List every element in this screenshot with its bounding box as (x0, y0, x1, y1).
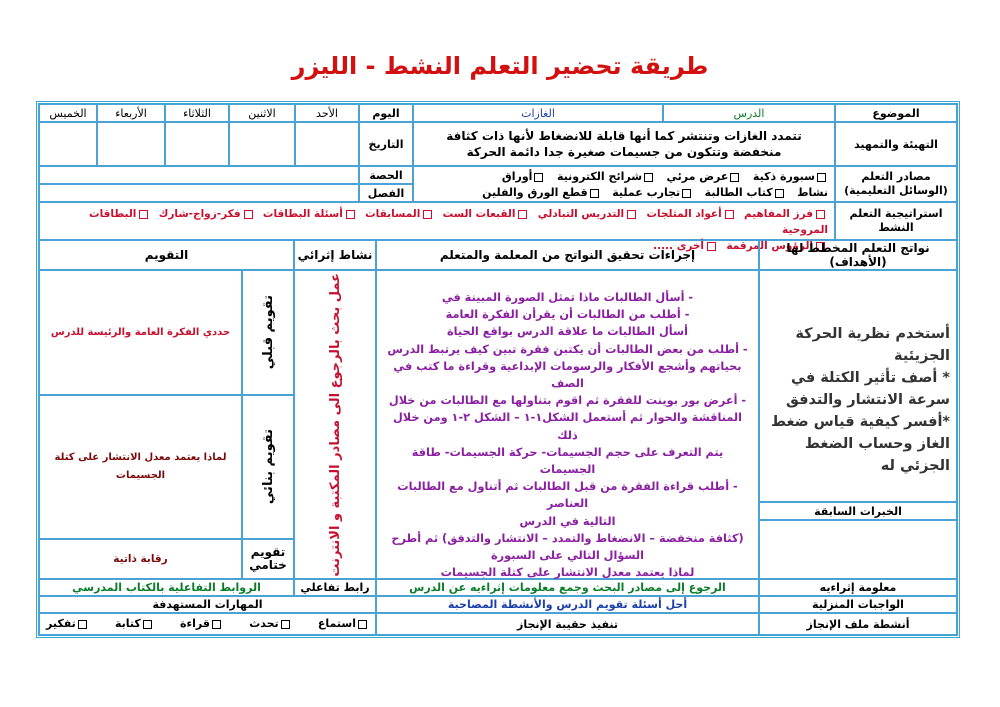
skills-label: المهارات المستهدفة (39, 596, 376, 613)
form-eval-label: تقويم بنائي (260, 429, 276, 505)
procedure-line: - أسأل الطالبات ماذا تمثل الصورة المبينة في (441, 291, 694, 304)
prior-knowledge-cell[interactable] (759, 520, 957, 579)
prior-knowledge-label: الخبرات السابقة (759, 502, 957, 520)
enrichment-info-label: معلومة إثراءيه (759, 579, 957, 596)
day-tuesday: الثلاثاء (165, 104, 229, 122)
day-label: اليوم (359, 104, 413, 122)
day-sunday: الأحد (295, 104, 359, 122)
outcomes-cell (759, 270, 957, 502)
form-eval-text: لماذا يعتمد معدل الانتشار على كتلة الجسيمات (39, 395, 242, 539)
strategy-label: استراتيجية التعلم النشط (835, 202, 957, 240)
procedure-line: - أطلب من الطالبات أن يقرأن الفكرة العامة (445, 308, 690, 322)
res-experiments[interactable]: تجارب عملية (612, 186, 693, 199)
lesson-plan-table (36, 101, 960, 638)
enrichment-header: نشاط إثرائي (294, 240, 376, 270)
intro-label: التهيئة والتمهيد (835, 122, 957, 166)
date-cell-5[interactable] (39, 122, 97, 166)
enrichment-text: عمل بحث بالرجوع الى مصادر المكتبة و الانترنت (327, 272, 343, 577)
procedure-line: لماذا يعتمد معدل الانتشار على كتلة الجسيمات (440, 566, 695, 580)
strategy-item[interactable]: أسئلة البطاقات (263, 208, 358, 220)
day-monday: الاثنين (229, 104, 295, 122)
topic-label: الموضوع (835, 104, 957, 122)
res-smartboard[interactable]: سبورة ذكية (753, 170, 828, 183)
strategy-item[interactable]: البطاقات المروحية (89, 208, 828, 236)
portfolio-label: أنشطة ملف الإنجاز (759, 613, 957, 635)
procedure-line: الصف (551, 377, 584, 391)
skill-thinking[interactable]: تفكير (46, 614, 89, 634)
resources-list (413, 166, 835, 202)
homework-text: أحل أسئلة تقويم الدرس والأنشطة المصاحبة (376, 596, 759, 613)
date-label: التاريخ (359, 122, 413, 166)
unit-name: الغازات (413, 104, 663, 122)
procedure-line: - أعرض بور بوينت للفقرة ثم اقوم بتناولها مع الطالبات من خلال (388, 394, 747, 408)
outcome-line: * أصف تأثير الكتلة في سرعة الانتشار والتدفق (785, 370, 950, 408)
pre-eval-text: حددي الفكرة العامة والرئيسة للدرس (39, 270, 242, 395)
portfolio-text: تنفيذ حقيبة الإنجاز (376, 613, 759, 635)
period-label: الحصة (359, 166, 413, 184)
form-eval-label-cell (242, 395, 294, 539)
skills-list (39, 613, 376, 635)
strategy-item[interactable]: فكر-زواج-شارك (159, 208, 256, 220)
procedure-line: السؤال التالي على السبورة (490, 549, 645, 563)
interactive-link-text[interactable]: الروابط التفاعلية بالكتاب المدرسي (39, 579, 294, 596)
procedures-cell (376, 270, 759, 579)
procedure-line: بحياتهم وأشجع الأفكار والرسومات الإبداعية وقراءة ما كتب في (393, 359, 742, 373)
skill-listening[interactable]: استماع (318, 614, 369, 634)
res-papers[interactable]: أوراق (502, 170, 546, 183)
procedure-line: أسأل الطالبات ما علاقة الدرس بواقع الحياة (446, 325, 689, 339)
class-value[interactable] (39, 184, 359, 202)
res-book[interactable]: كتاب الطالبة (705, 186, 786, 199)
skill-speaking[interactable]: تحدث (249, 614, 291, 634)
strategy-item[interactable]: الرؤوس المرقمة (726, 240, 828, 252)
intro-text: تتمدد الغازات وتنتشر كما أنها قابلة للانضغاط لأنها ذات كثافة منخفضة وتتكون من جسيمات صغيرة جدا دائمة الحركة (413, 122, 835, 166)
procedure-line: - أطلب قراءة الفقرة من قبل الطالبات ثم أتناول مع الطالبات العناصر (397, 480, 738, 511)
pre-eval-label-cell (242, 270, 294, 395)
final-eval-text: رقابة ذاتية (39, 539, 242, 579)
class-label: الفصل (359, 184, 413, 202)
date-cell-2[interactable] (229, 122, 295, 166)
enrichment-info-text: الرجوع إلى مصادر البحث وجمع معلومات إثراءيه عن الدرس (376, 579, 759, 596)
outcomes-header: نواتج التعلم المخطط لها (الأهداف) (759, 240, 957, 270)
pre-eval-label: تقويم قبلي (260, 295, 276, 370)
res-slides[interactable]: شرائح الكترونية (557, 170, 655, 183)
date-cell-1[interactable] (295, 122, 359, 166)
page-title: طريقة تحضير التعلم النشط - الليزر (291, 52, 709, 80)
date-cell-3[interactable] (165, 122, 229, 166)
procedure-line: - أطلب من بعض الطالبات أن يكتبن فقرة تبين كيف يرتبط الدرس (387, 342, 748, 356)
strategy-list (39, 202, 835, 252)
procedure-line: المناقشة والحوار ثم أستعمل الشكل١-١ – الشكل ٢-١ ومن خلال ذلك (392, 411, 743, 442)
enrichment-cell (294, 270, 376, 579)
res-visual[interactable]: عرض مرئي (667, 170, 742, 183)
res-activity[interactable]: نشاط (797, 186, 828, 199)
homework-label: الواجبات المنزلية (759, 596, 957, 613)
skill-writing[interactable]: كتابة (115, 614, 154, 634)
procedure-line: التالية في الدرس (519, 514, 616, 528)
interactive-link-label: رابط تفاعلي (294, 579, 376, 596)
day-wednesday: الأربعاء (97, 104, 165, 122)
procedures-header: إجراءات تحقيق النواتج من المعلمة والمتعلم (376, 240, 759, 270)
strategy-item[interactable]: المسابقات (365, 208, 435, 220)
strategy-item[interactable]: القبعات الست (443, 208, 531, 220)
strategy-item[interactable]: أعواد المثلجات (646, 208, 736, 220)
procedure-line: (كثافة منخفضة – الانضغاط والتمدد – الانتشار والتدفق) ثم أطرح (391, 531, 744, 545)
evaluation-header: التقويم (39, 240, 294, 270)
res-paper-cork[interactable]: قطع الورق والفلين (482, 186, 601, 199)
outcome-line: *أفسر كيفية قياس ضغط الغاز وحساب الضغط الجزئي له (770, 414, 950, 474)
skill-reading[interactable]: قراءة (180, 614, 223, 634)
day-thursday: الخميس (39, 104, 97, 122)
strategy-item[interactable]: أخرى ..... (653, 240, 719, 252)
outcome-line: أستخدم نظرية الحركة الجزيئية (795, 326, 950, 364)
strategy-item[interactable]: فرز المفاهيم (744, 208, 828, 220)
date-cell-4[interactable] (97, 122, 165, 166)
lesson-label: الدرس (663, 104, 835, 122)
final-eval-label: تقويم ختامي (242, 539, 294, 579)
strategy-item[interactable]: التدريس التبادلي (538, 208, 639, 220)
resources-label: مصادر التعلم (الوسائل التعليمية) (835, 166, 957, 202)
period-value[interactable] (39, 166, 359, 184)
procedure-line: يتم التعرف على حجم الجسيمات- حركة الجسيمات- طاقة الجسيمات (411, 445, 724, 477)
